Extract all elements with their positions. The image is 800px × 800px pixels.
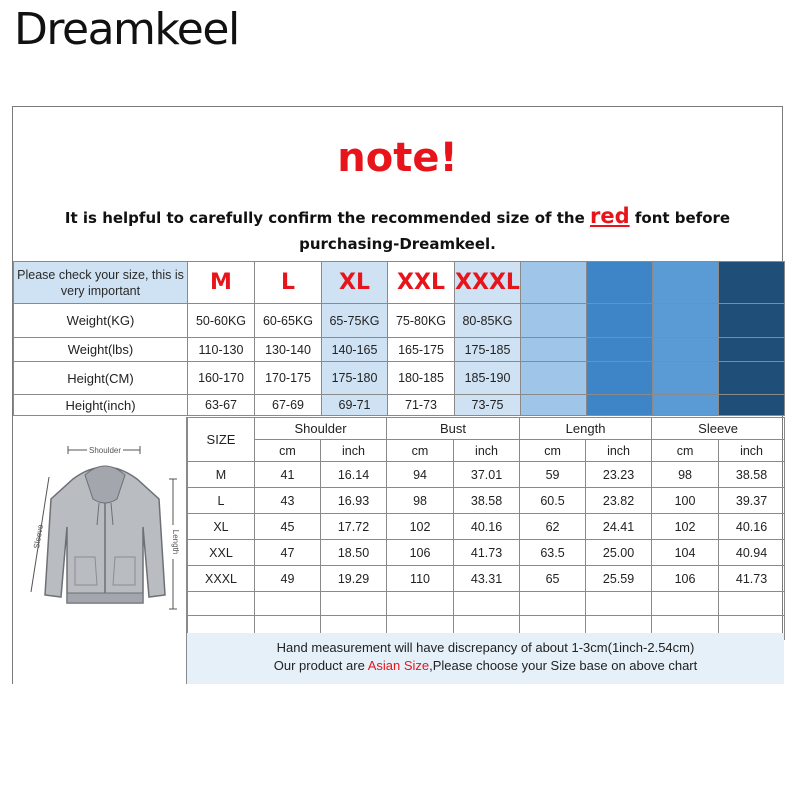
value-cell: 130-140 (255, 338, 322, 362)
length-label: Length (171, 529, 180, 555)
empty-cell (719, 395, 785, 416)
empty-cell (653, 262, 719, 304)
size-cell: XXL (188, 540, 255, 566)
empty-cell (652, 592, 719, 616)
empty-cell (587, 304, 653, 338)
value-cell: 170-175 (255, 362, 322, 395)
unit-header: inch (586, 440, 652, 462)
note-line-red: red (590, 204, 630, 228)
value-cell: 75-80KG (388, 304, 455, 338)
value-cell: 110-130 (188, 338, 255, 362)
table-row (188, 462, 785, 488)
empty-cell (520, 592, 586, 616)
value-cell: 175-180 (322, 362, 388, 395)
size-row (14, 362, 785, 395)
empty-cell (521, 262, 587, 304)
empty-cell (719, 262, 785, 304)
empty-cell (653, 362, 719, 395)
table-row (188, 514, 785, 540)
unit-header: cm (520, 440, 586, 462)
value-cell: 17.72 (321, 514, 387, 540)
row-label: Height(inch) (14, 395, 188, 416)
size-header: SIZE (188, 418, 255, 462)
footnote-prefix: Our product are (273, 658, 368, 673)
table-row (188, 566, 785, 592)
value-cell: 19.29 (321, 566, 387, 592)
empty-cell (255, 592, 321, 616)
size-cell: M (188, 462, 255, 488)
value-cell: 160-170 (188, 362, 255, 395)
value-cell: 63.5 (520, 540, 586, 566)
hoodie-icon (45, 466, 165, 603)
empty-row (188, 592, 785, 616)
value-cell: 40.16 (719, 514, 785, 540)
size-row (14, 395, 785, 416)
value-cell: 38.58 (454, 488, 520, 514)
value-cell: 106 (387, 540, 454, 566)
table-row (188, 540, 785, 566)
value-cell: 69-71 (322, 395, 388, 416)
value-cell: 41.73 (719, 566, 785, 592)
value-cell: 43 (255, 488, 321, 514)
value-cell: 104 (652, 540, 719, 566)
value-cell: 23.82 (586, 488, 652, 514)
value-cell: 185-190 (455, 362, 521, 395)
empty-cell (521, 338, 587, 362)
value-cell: 16.93 (321, 488, 387, 514)
unit-header: inch (321, 440, 387, 462)
value-cell: 24.41 (586, 514, 652, 540)
unit-header: inch (454, 440, 520, 462)
size-cell: XL (188, 514, 255, 540)
empty-cell (587, 362, 653, 395)
value-cell: 38.58 (719, 462, 785, 488)
value-cell: 41 (255, 462, 321, 488)
size-cell: XXXL (455, 262, 521, 304)
empty-cell (719, 304, 785, 338)
value-cell: 67-69 (255, 395, 322, 416)
empty-cell (521, 395, 587, 416)
empty-cell (321, 592, 387, 616)
size-cell: L (188, 488, 255, 514)
size-row (14, 304, 785, 338)
value-cell: 80-85KG (455, 304, 521, 338)
value-cell: 94 (387, 462, 454, 488)
group-header: Length (520, 418, 652, 440)
size-chart-sheet (12, 106, 783, 684)
group-header: Shoulder (255, 418, 387, 440)
unit-header: cm (255, 440, 321, 462)
empty-cell (587, 395, 653, 416)
empty-cell (521, 362, 587, 395)
value-cell: 106 (652, 566, 719, 592)
unit-header: cm (652, 440, 719, 462)
value-cell: 16.14 (321, 462, 387, 488)
value-cell: 25.59 (586, 566, 652, 592)
value-cell: 65-75KG (322, 304, 388, 338)
size-cell: L (255, 262, 322, 304)
empty-cell (521, 304, 587, 338)
value-cell: 43.31 (454, 566, 520, 592)
note-line-suffix: font before (629, 209, 731, 227)
value-cell: 45 (255, 514, 321, 540)
value-cell: 100 (652, 488, 719, 514)
empty-cell (719, 592, 785, 616)
value-cell: 71-73 (388, 395, 455, 416)
value-cell: 60.5 (520, 488, 586, 514)
size-cell: M (188, 262, 255, 304)
note-line-prefix: It is helpful to carefully confirm the recommended size of the (64, 209, 590, 227)
empty-cell (454, 592, 520, 616)
value-cell: 37.01 (454, 462, 520, 488)
row-label: Weight(KG) (14, 304, 188, 338)
footnote-line2 (187, 657, 784, 675)
hoodie-diagram (13, 417, 187, 684)
hoodie-illustration (13, 417, 187, 617)
measurement-table (187, 417, 785, 640)
group-header-row (188, 418, 785, 440)
empty-cell (719, 338, 785, 362)
value-cell: 110 (387, 566, 454, 592)
note-line2: purchasing-Dreamkeel. (299, 235, 496, 253)
group-header: Bust (387, 418, 520, 440)
size-header-row (14, 262, 785, 304)
value-cell: 25.00 (586, 540, 652, 566)
empty-cell (387, 592, 454, 616)
value-cell: 23.23 (586, 462, 652, 488)
brand-logo: Dreamkeel (14, 4, 239, 55)
size-header-label: Please check your size, this is very important (14, 262, 188, 304)
value-cell: 102 (387, 514, 454, 540)
value-cell: 40.16 (454, 514, 520, 540)
value-cell: 180-185 (388, 362, 455, 395)
empty-cell (188, 592, 255, 616)
unit-header: inch (719, 440, 785, 462)
value-cell: 60-65KG (255, 304, 322, 338)
value-cell: 40.94 (719, 540, 785, 566)
row-label: Height(CM) (14, 362, 188, 395)
value-cell: 98 (387, 488, 454, 514)
empty-cell (586, 592, 652, 616)
value-cell: 49 (255, 566, 321, 592)
footnote-suffix: ,Please choose your Size base on above chart (429, 658, 698, 673)
value-cell: 39.37 (719, 488, 785, 514)
sleeve-label: Sleeve (31, 523, 46, 550)
footnote-line1: Hand measurement will have discrepancy of about 1-3cm(1inch-2.54cm) (276, 640, 695, 655)
empty-cell (587, 338, 653, 362)
value-cell: 62 (520, 514, 586, 540)
measurement-footnote (187, 633, 784, 684)
empty-cell (653, 395, 719, 416)
empty-cell (587, 262, 653, 304)
value-cell: 165-175 (388, 338, 455, 362)
value-cell: 59 (520, 462, 586, 488)
empty-cell (653, 338, 719, 362)
size-row (14, 338, 785, 362)
recommended-size-table (13, 261, 785, 416)
value-cell: 140-165 (322, 338, 388, 362)
size-cell: XXL (388, 262, 455, 304)
value-cell: 175-185 (455, 338, 521, 362)
note-title: note! (337, 135, 458, 181)
value-cell: 41.73 (454, 540, 520, 566)
value-cell: 47 (255, 540, 321, 566)
value-cell: 50-60KG (188, 304, 255, 338)
unit-header: cm (387, 440, 454, 462)
value-cell: 73-75 (455, 395, 521, 416)
group-header: Sleeve (652, 418, 785, 440)
row-label: Weight(lbs) (14, 338, 188, 362)
value-cell: 63-67 (188, 395, 255, 416)
value-cell: 98 (652, 462, 719, 488)
unit-header-row (188, 440, 785, 462)
empty-cell (653, 304, 719, 338)
note-text (43, 203, 752, 257)
table-row (188, 488, 785, 514)
footnote-red: Asian Size (367, 658, 430, 673)
value-cell: 65 (520, 566, 586, 592)
value-cell: 102 (652, 514, 719, 540)
size-cell: XL (322, 262, 388, 304)
size-cell: XXXL (188, 566, 255, 592)
shoulder-label: Shoulder (88, 446, 122, 455)
empty-cell (719, 362, 785, 395)
value-cell: 18.50 (321, 540, 387, 566)
